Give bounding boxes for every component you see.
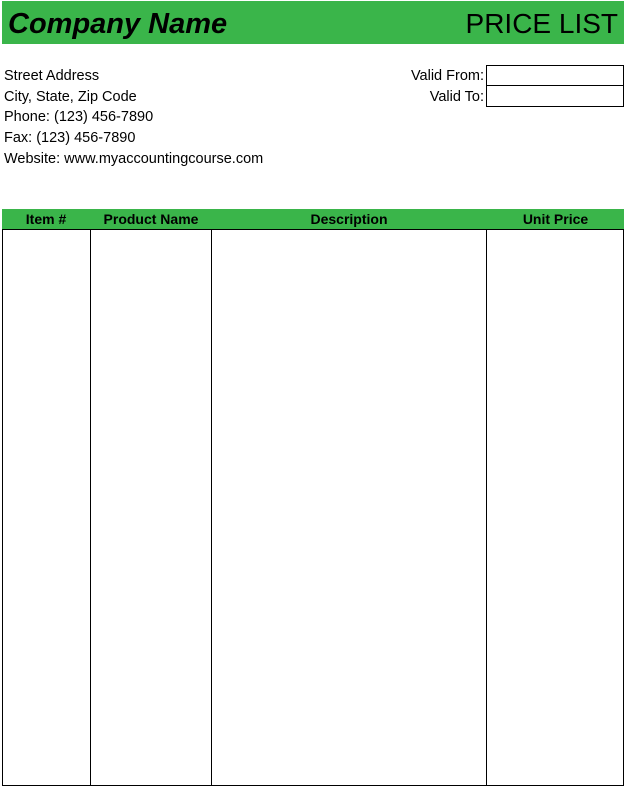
- document-title: PRICE LIST: [465, 8, 618, 39]
- table-body: [2, 230, 624, 786]
- street-address: Street Address: [4, 68, 100, 84]
- column-header-unit-price: Unit Price: [522, 211, 589, 227]
- city-state-zip: City, State, Zip Code: [4, 88, 137, 105]
- valid-to-row: [411, 86, 624, 107]
- product-name-column[interactable]: [91, 230, 212, 785]
- fax-number: Fax: (123) 456-7890: [4, 130, 136, 147]
- company-address-block: [4, 66, 263, 170]
- phone-number: Phone: (123) 456-7890: [4, 109, 154, 126]
- company-name: Company Name: [8, 8, 228, 40]
- valid-from-field[interactable]: [486, 65, 624, 86]
- website: Website: www.myaccountingcourse.com: [4, 150, 264, 167]
- validity-period: [411, 65, 624, 107]
- price-table: [2, 209, 624, 787]
- valid-to-field[interactable]: [486, 86, 624, 107]
- valid-to-label: Valid To:: [429, 88, 484, 105]
- table-header-row: [2, 209, 624, 230]
- column-header-description: Description: [310, 211, 388, 227]
- unit-price-column[interactable]: [487, 230, 623, 785]
- item-number-column[interactable]: [3, 230, 91, 785]
- column-header-product-name: Product Name: [103, 211, 199, 227]
- column-header-item-number: Item #: [25, 211, 67, 227]
- valid-from-label: Valid From:: [410, 67, 484, 84]
- header-bar: [2, 1, 624, 44]
- description-column[interactable]: [212, 230, 487, 785]
- valid-from-row: [411, 65, 624, 86]
